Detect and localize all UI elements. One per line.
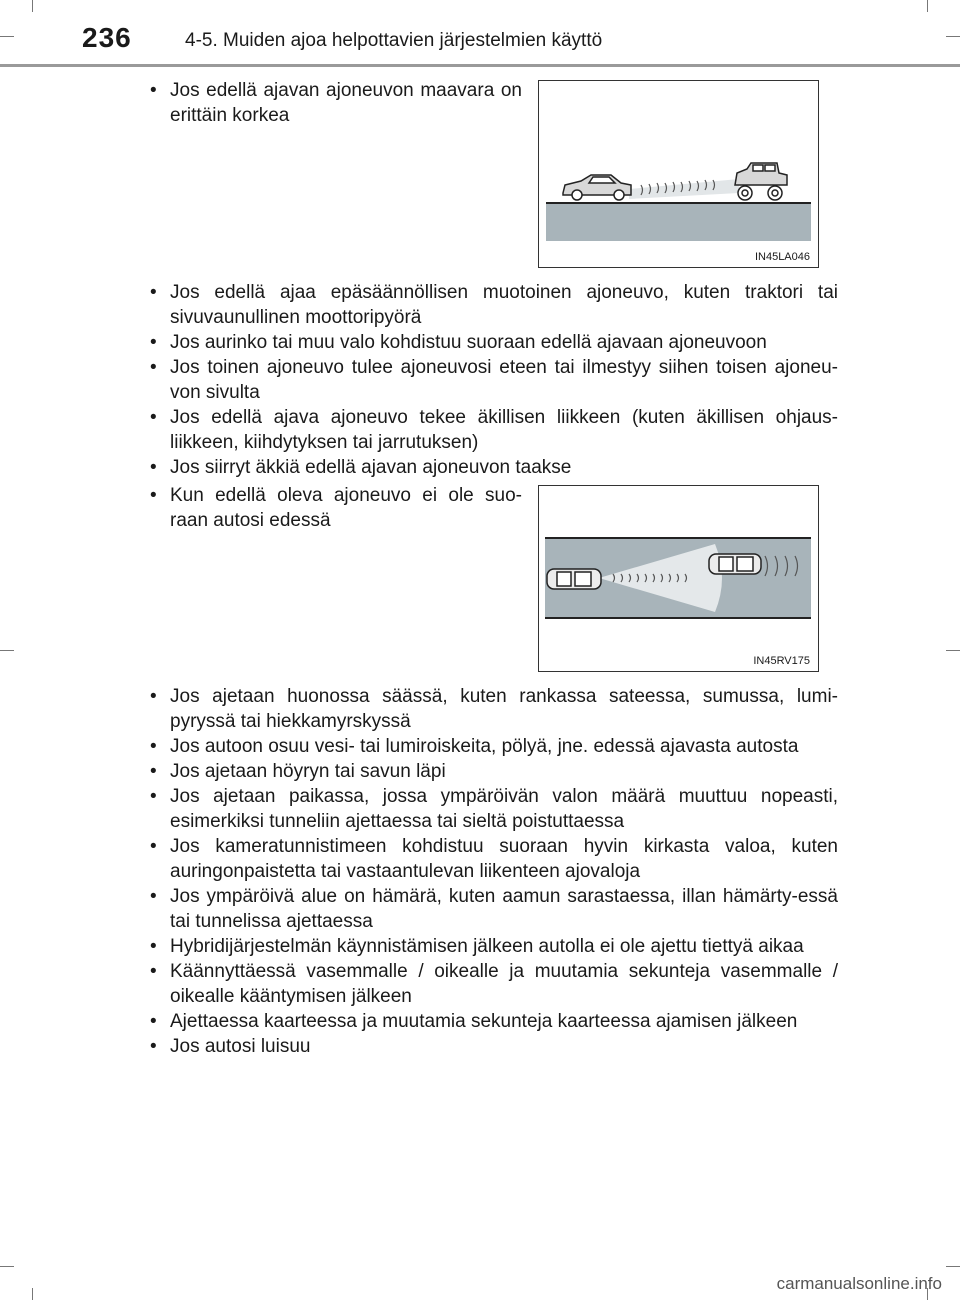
list-item: • Jos ajetaan höyryn tai savun läpi (146, 759, 838, 784)
page-header (0, 0, 960, 64)
list-item: • Jos edellä ajava ajoneuvo tekee äkillisen liikkeen (kuten äkillisen ohjaus-liikkeen, kiihdytyksen tai jarrutuksen) (146, 405, 838, 455)
figure-offset-vehicle (538, 485, 819, 672)
bullet-list-2 (146, 280, 838, 480)
car-icon (547, 569, 601, 589)
list-item: • Jos aurinko tai muu valo kohdistuu suoraan edellä ajavaan ajoneuvoon (146, 330, 838, 355)
list-item: • Jos autoon osuu vesi- tai lumiroiskeita, pölyä, jne. edessä ajavasta autosta (146, 734, 838, 759)
header-rule (0, 64, 960, 67)
page-number: 236 (82, 22, 132, 53)
crop-mark (946, 650, 960, 651)
list-item: • Jos ajetaan huonossa säässä, kuten rankassa sateessa, sumussa, lumi-pyryssä tai hiekkamyrskyssä (146, 684, 838, 734)
figure-label: IN45RV175 (753, 655, 810, 667)
list-item: • Ajettaessa kaarteessa ja muutamia sekunteja kaarteessa ajamisen jälkeen (146, 1009, 838, 1034)
list-item: • Jos ajetaan paikassa, jossa ympäröivän valon määrä muuttuu nopeasti, esimerkiksi tunneliin ajettaessa tai sieltä poistuttaessa (146, 784, 838, 834)
crop-mark (32, 1288, 33, 1300)
bullet-list-4 (146, 684, 838, 1059)
crop-mark (946, 1266, 960, 1267)
sensor-beam (629, 179, 739, 199)
list-item: • Jos kameratunnistimeen kohdistuu suoraan hyvin kirkasta valoa, kuten auringonpaistetta tai vastaantulevan liikenteen ajovaloja (146, 834, 838, 884)
illustration-offset-vehicle (539, 486, 818, 671)
figure-high-clearance-vehicle (538, 80, 819, 268)
list-item: • Käännyttäessä vasemmalle / oikealle ja muutamia sekunteja vasemmalle / oikealle kääntymisen jälkeen (146, 959, 838, 1009)
list-item: • Kun edellä oleva ajoneuvo ei ole suo-raan autosi edessä (146, 483, 522, 533)
car-icon (709, 554, 761, 574)
list-item: • Jos toinen ajoneuvo tulee ajoneuvosi eteen tai ilmestyy siihen toisen ajoneu-von sivulta (146, 355, 838, 405)
list-item: • Jos autosi luisuu (146, 1034, 838, 1059)
list-item: • Jos edellä ajavan ajoneuvon maavara on erittäin korkea (146, 78, 522, 128)
section-title: 4-5. Muiden ajoa helpottavien järjestelmien käyttö (185, 30, 603, 51)
truck-icon (735, 163, 787, 200)
illustration-high-clearance (539, 81, 818, 267)
car-icon (563, 175, 631, 200)
figure-label: IN45LA046 (754, 251, 810, 263)
road-surface (546, 203, 811, 241)
list-item: • Jos edellä ajaa epäsäännöllisen muotoinen ajoneuvo, kuten traktori tai sivuvaunullinen moottoripyörä (146, 280, 838, 330)
bullet-list-3 (146, 483, 522, 533)
watermark-text: carmanualsonline.info (776, 1274, 942, 1293)
crop-mark (0, 650, 14, 651)
list-item: • Jos siirryt äkkiä edellä ajavan ajoneuvon taakse (146, 455, 838, 480)
bullet-list-1 (146, 78, 522, 128)
list-item: • Jos ympäröivä alue on hämärä, kuten aamun sarastaessa, illan hämärty-essä tai tunnelissa ajettaessa (146, 884, 838, 934)
crop-mark (0, 1266, 14, 1267)
list-item: • Hybridijärjestelmän käynnistämisen jälkeen autolla ei ole ajettu tiettyä aikaa (146, 934, 838, 959)
